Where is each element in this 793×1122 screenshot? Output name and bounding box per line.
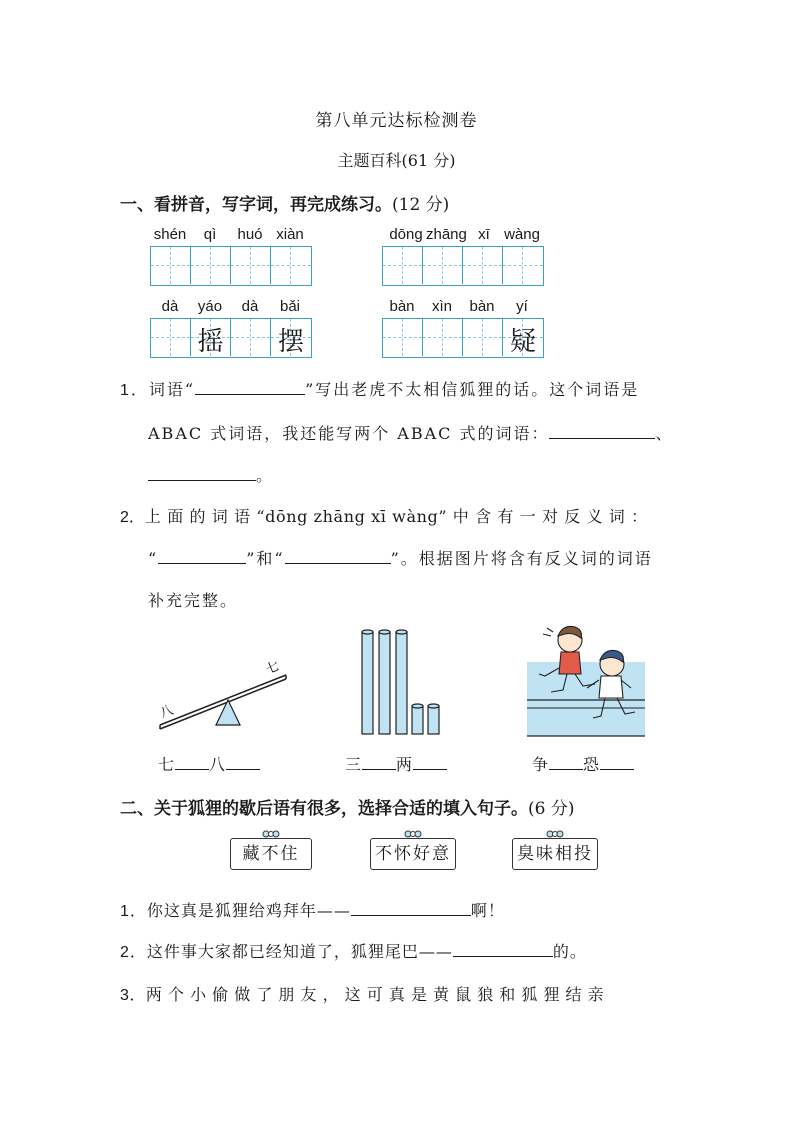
answer-blank[interactable]: [351, 901, 471, 916]
caption-1: [158, 752, 260, 775]
writing-cell[interactable]: [383, 319, 423, 356]
caption-char: 恐: [583, 755, 601, 774]
section2-heading-text: 二、关于狐狸的歇后语有很多，选择合适的填入句子。: [120, 799, 528, 819]
pinyin-label: wàng: [504, 226, 540, 243]
writing-cell: 疑: [503, 319, 543, 356]
answer-blank[interactable]: [549, 755, 583, 770]
caption-2: [345, 752, 447, 775]
question-2-line-1: [120, 504, 648, 527]
racing-kids-illustration: [525, 618, 647, 740]
writing-grid: [150, 246, 312, 286]
question-text: ”和“: [246, 549, 285, 568]
pinyin-label: yáo: [197, 298, 223, 315]
pinyin-label: xī: [478, 226, 490, 243]
option-tag-label: 不怀好意: [375, 844, 451, 864]
option-tag[interactable]: [370, 838, 456, 870]
section1-heading: [120, 190, 449, 215]
answer-blank[interactable]: [226, 755, 260, 770]
knot-icon: [261, 830, 281, 838]
seesaw-illustration: [150, 650, 295, 735]
pinyin-label: xìn: [431, 298, 452, 315]
answer-blank[interactable]: [453, 942, 553, 957]
answer-blank[interactable]: [285, 549, 391, 564]
section2-question-1: [120, 898, 505, 921]
writing-cell[interactable]: [231, 247, 271, 284]
writing-grid: [382, 246, 544, 286]
pinyin-label: huó: [237, 226, 263, 243]
answer-blank[interactable]: [362, 755, 396, 770]
writing-cell[interactable]: [423, 319, 463, 356]
caption-char: 三: [345, 755, 363, 774]
caption-char: 争: [532, 755, 550, 774]
seesaw-label-low: 八: [157, 702, 176, 722]
question-text: 两 个 小 偷 做 了 朋 友 ， 这 可 真 是 黄 鼠 狼 和 狐 狸 结 亲: [145, 985, 605, 1004]
question-text: ”。根据图片将含有反义词的词语: [390, 549, 653, 568]
writing-cell[interactable]: [151, 319, 191, 356]
question-number: 2．: [120, 944, 147, 961]
option-tag[interactable]: [230, 838, 312, 870]
writing-grid: [382, 318, 544, 358]
option-tag[interactable]: [512, 838, 598, 870]
knot-icon: [403, 830, 423, 838]
pinyin-label: qì: [203, 226, 217, 243]
question-text: 、: [655, 424, 674, 443]
seesaw-fulcrum: [216, 700, 240, 725]
question-2-line-2: [148, 546, 653, 569]
question-text: 这件事大家都已经知道了，狐狸尾巴——: [146, 942, 453, 961]
answer-blank[interactable]: [195, 380, 305, 395]
question-1-line-2: [148, 421, 674, 444]
question-number: 3．: [120, 987, 146, 1004]
answer-blank[interactable]: [158, 549, 246, 564]
question-text: ABAC 式词语，我还能写两个 ABAC 式的词语：: [148, 424, 550, 443]
question-text: 词语“: [148, 380, 196, 399]
question-number: 2．: [120, 509, 145, 526]
pinyin-label: dōng: [389, 226, 423, 243]
section2-question-2: [120, 939, 587, 962]
pinyin-label: bǎi: [279, 298, 301, 315]
knot-icon: [545, 830, 565, 838]
writing-cell: 摆: [271, 319, 311, 356]
question-2-line-3: 补充完整。: [148, 591, 239, 610]
section1-heading-text: 一、看拼音，写字词，再完成练习。: [120, 195, 392, 215]
page-title: 第八单元达标检测卷: [315, 111, 478, 131]
section2-points: (6 分): [528, 799, 575, 819]
answer-blank[interactable]: [413, 755, 447, 770]
answer-blank[interactable]: [549, 424, 655, 439]
question-number: 1．: [120, 382, 149, 399]
section2-heading: [120, 794, 574, 819]
question-text: 你这真是狐狸给鸡拜年——: [146, 901, 351, 920]
pinyin-group-4: [382, 298, 544, 360]
section2-question-3: [120, 982, 604, 1005]
pinyin-label: zhāng: [426, 226, 467, 243]
caption-char: 八: [209, 755, 227, 774]
caption-char: 两: [396, 755, 414, 774]
answer-blank[interactable]: [148, 466, 256, 481]
answer-blank[interactable]: [600, 755, 634, 770]
writing-cell[interactable]: [463, 319, 503, 356]
pinyin-label: yí: [516, 298, 528, 315]
pinyin-label: dà: [161, 298, 179, 315]
pinyin-label: xiàn: [276, 226, 304, 243]
pinyin-label: dà: [241, 298, 259, 315]
pinyin-group-2: [382, 226, 544, 288]
option-tag-label: 藏不住: [242, 844, 300, 864]
writing-cell[interactable]: [423, 247, 463, 284]
question-text: 。: [256, 466, 275, 485]
question-text: ”写出老虎不太相信狐狸的话。这个词语是: [305, 380, 640, 399]
question-text: 的。: [552, 942, 587, 961]
question-text: 上 面 的 词 语 “dōng zhāng xī wàng” 中 含 有 一 对 反 义 词 ：: [144, 507, 648, 526]
writing-cell: 摇: [191, 319, 231, 356]
question-number: 1．: [120, 903, 147, 920]
section1-points: (12 分): [392, 195, 450, 215]
writing-cell[interactable]: [383, 247, 423, 284]
writing-cell[interactable]: [503, 247, 543, 284]
pinyin-label: bàn: [389, 298, 415, 315]
pinyin-group-3: [150, 298, 312, 360]
caption-char: 七: [158, 755, 176, 774]
question-text: 啊！: [470, 901, 505, 920]
caption-3: [532, 752, 634, 775]
page-subtitle: 主题百科(61 分): [337, 151, 456, 170]
answer-blank[interactable]: [175, 755, 209, 770]
writing-cell[interactable]: [463, 247, 503, 284]
question-text: “: [148, 549, 159, 568]
pinyin-label: bàn: [469, 298, 495, 315]
cylinders-illustration: [355, 628, 445, 738]
writing-cell[interactable]: [151, 247, 191, 284]
question-1-line-3: [148, 463, 274, 486]
writing-grid: [150, 318, 312, 358]
question-1-line-1: [120, 377, 639, 400]
writing-cell[interactable]: [231, 319, 271, 356]
seesaw-label-high: 七: [263, 658, 282, 678]
pinyin-label: shén: [153, 226, 187, 243]
writing-cell[interactable]: [191, 247, 231, 284]
writing-cell[interactable]: [271, 247, 311, 284]
option-tag-label: 臭味相投: [517, 844, 593, 864]
pinyin-group-1: [150, 226, 312, 288]
